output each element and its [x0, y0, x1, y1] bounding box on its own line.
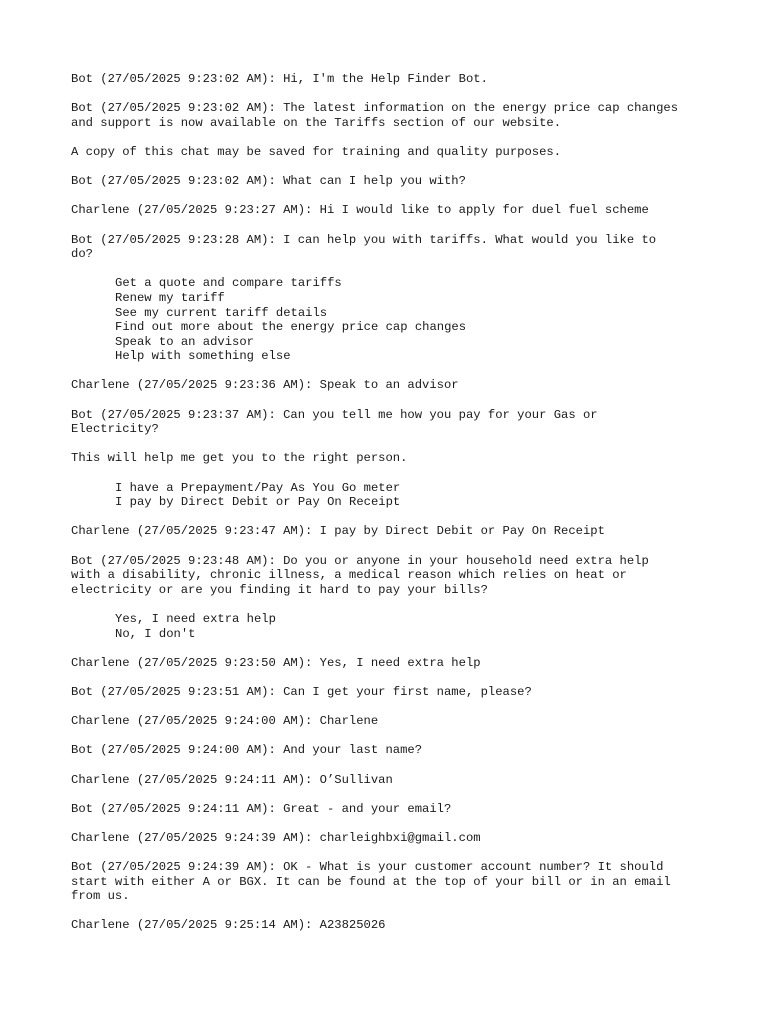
chat-message: Bot (27/05/2025 9:23:28 AM): I can help you with tariffs. What would you like to do?: [71, 232, 657, 262]
chat-message: Bot (27/05/2025 9:23:51 AM): Can I get your first name, please?: [71, 684, 532, 699]
chat-message: Charlene (27/05/2025 9:25:14 AM): A23825026: [71, 918, 386, 933]
chat-message: Bot (27/05/2025 9:24:11 AM): Great - and your email?: [71, 801, 452, 816]
quick-reply-option: See my current tariff details: [115, 305, 328, 320]
quick-reply-option: Find out more about the energy price cap changes: [115, 320, 467, 335]
chat-message: Bot (27/05/2025 9:23:02 AM): Hi, I'm the Help Finder Bot.: [71, 72, 488, 86]
chat-message: Charlene (27/05/2025 9:23:27 AM): Hi I would like to apply for duel fuel scheme: [71, 203, 649, 218]
chat-message: Bot (27/05/2025 9:23:48 AM): Do you or anyone in your household need extra help with a disability, chronic illness, a medical reason which relies on heat or electricity or are you finding it hard to pay your bills?: [71, 553, 649, 597]
chat-message: Charlene (27/05/2025 9:23:36 AM): Speak to an advisor: [71, 378, 459, 393]
chat-message: A copy of this chat may be saved for training and quality purposes.: [71, 144, 562, 159]
chat-message: Bot (27/05/2025 9:23:02 AM): The latest information on the energy price cap changes and support is now available on the Tariffs section of our website.: [71, 101, 679, 130]
quick-reply-option: Yes, I need extra help: [115, 611, 276, 626]
chat-message: Bot (27/05/2025 9:23:02 AM): What can I help you with?: [71, 174, 466, 189]
chat-message: Bot (27/05/2025 9:24:39 AM): OK - What is your customer account number? It should start with either A or BGX. It can be found at the top of your bill or in an email from us.: [71, 860, 671, 904]
chat-message: Bot (27/05/2025 9:24:00 AM): And your last name?: [71, 743, 423, 758]
quick-reply-option: No, I don't: [115, 626, 196, 641]
quick-reply-option: Help with something else: [115, 349, 291, 364]
chat-message: This will help me get you to the right person.: [71, 451, 408, 466]
quick-reply-options: [115, 276, 711, 364]
quick-reply-option: Renew my tariff: [115, 290, 225, 305]
quick-reply-option: I pay by Direct Debit or Pay On Receipt: [115, 495, 401, 510]
quick-reply-option: Speak to an advisor: [115, 334, 254, 349]
quick-reply-option: I have a Prepayment/Pay As You Go meter: [115, 480, 401, 495]
chat-transcript: [71, 72, 711, 948]
chat-message: Charlene (27/05/2025 9:23:47 AM): I pay by Direct Debit or Pay On Receipt: [71, 524, 605, 539]
chat-message: Charlene (27/05/2025 9:24:39 AM): charleighbxi@gmail.com: [71, 830, 481, 845]
chat-message: Bot (27/05/2025 9:23:37 AM): Can you tell me how you pay for your Gas or Electricity?: [71, 407, 598, 437]
quick-reply-option: Get a quote and compare tariffs: [115, 276, 342, 291]
quick-reply-options: [115, 612, 711, 641]
chat-message: Charlene (27/05/2025 9:23:50 AM): Yes, I need extra help: [71, 655, 481, 670]
quick-reply-options: [115, 481, 711, 510]
chat-message: Charlene (27/05/2025 9:24:11 AM): O’Sullivan: [71, 772, 393, 787]
chat-message: Charlene (27/05/2025 9:24:00 AM): Charlene: [71, 714, 379, 729]
